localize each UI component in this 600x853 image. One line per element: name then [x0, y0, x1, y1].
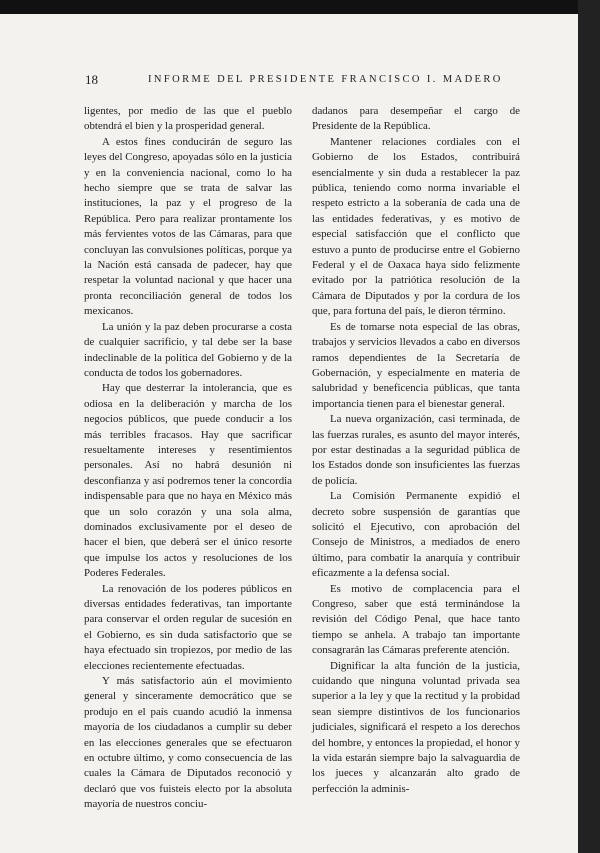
page-header	[0, 72, 578, 92]
paragraph: A estos fines conducirán de seguro las leyes del Congreso, apoyadas sólo en la justicia y en la conveniencia nacional, como lo ha hecho siempre que se trata de salvar las instituciones, la paz y el progreso de la República. Pero para realizar prontamente los más fervientes votos de las Cámaras, para que concluyan las convulsiones políticas, porque ya la Nación está cansada de padecer, hay que respetar la voluntad nacional y que hacer una pronta reconciliación general de todos los mexicanos.	[84, 135, 292, 318]
paragraph: dadanos para desempeñar el cargo de Presidente de la República.	[312, 105, 520, 133]
paragraph: Es de tomarse nota especial de las obras, trabajos y servicios llevados a cabo en diversos ramos dependientes de la Secretaría de Gobernación, y especialmente en materia de salubridad y beneficencia públicas, que tanta importancia tienen para el bienestar general.	[312, 320, 520, 410]
document-page	[0, 14, 578, 853]
paragraph: ligentes, por medio de las que el pueblo obtendrá el bien y la prosperidad general.	[84, 105, 292, 133]
paragraph: La nueva organización, casi terminada, de las fuerzas rurales, es asunto del mayor interés, por estar destinadas a la seguridad pública de los Estados donde son insuficientes las fuerzas de policía.	[312, 413, 520, 487]
paragraph: Y más satisfactorio aún el movimiento general y sinceramente democrático que se produjo en el país cuando acudió la inmensa mayoría de los ciudadanos a cumplir su deber en las elecciones generales que se efectuaron en octubre último, y como consecuencia de las cuales la Cámara de Diputados reconoció y declaró que vos fuisteis electo por la absoluta mayoría de nuestros conciu-	[84, 675, 292, 811]
scan-border-right	[578, 0, 600, 853]
paragraph: La renovación de los poderes públicos en diversas entidades federativas, tan importante para conservar el orden regular de sucesión en el Gobierno, es sin duda satisfactorio que se haya efectuado sin tropiezos, por medio de las elecciones recientemente efectuadas.	[84, 582, 292, 672]
paragraph: Hay que desterrar la intolerancia, que es odiosa en la deliberación y marcha de los negocios públicos, que puede conducir a los más terribles fracasos. Hay que sacrificar resueltamente intereses y resentimientos personales. Así no habrá desunión ni desconfianza y así podremos tener la concordia indispensable para que no haya en México más que un solo corazón y una sola alma, dominados exclusivamente por el deseo de hacer el bien, que deberá ser el único resorte que impulse los actos y resoluciones de los Poderes Federales.	[84, 382, 292, 580]
paragraph: La unión y la paz deben procurarse a costa de cualquier sacrificio, y tal debe ser la base indeclinable de la política del Gobierno y de la conducta de todos los gobernadores.	[84, 320, 292, 379]
paragraph: Mantener relaciones cordiales con el Gobierno de los Estados, contribuirá esencialmente y sin duda a restablecer la paz pública, teniendo como norma invariable el respeto estricto a la soberanía de cada una de las entidades federativas, y es motivo de especial satisfacción que el conflicto que estuvo a punto de producirse entre el Gobierno Federal y el de Oaxaca haya sido felizmente evitado por la patriótica resolución de la Cámara de Diputados y por la cordura de los que, para fortuna del país, le dieron término.	[312, 135, 520, 318]
paragraph: La Comisión Permanente expidió el decreto sobre suspensión de garantías que solicitó el Ejecutivo, con aprobación del Consejo de Ministros, a mediados de enero último, para combatir la anarquía y contribuir eficazmente a la defensa social.	[312, 490, 520, 580]
running-head: INFORME DEL PRESIDENTE FRANCISCO I. MADERO	[148, 74, 503, 85]
paragraph: Es motivo de complacencia para el Congreso, saber que está terminándose la revisión del Código Penal, que hace tanto tiempo se anhela. A trabajo tan importante consagrarán las Cámaras preferente atención.	[312, 582, 520, 657]
left-column	[84, 104, 292, 813]
right-column	[312, 104, 520, 797]
paragraph: Dignificar la alta función de la justicia, cuidando que ninguna voluntad privada sea superior a la ley y que la rectitud y la probidad sean siempre distintivos de los funcionarios judiciales, significará el respeto a los derechos del hombre, y entonces la propiedad, el honor y la vida estarán siempre bajo la salvaguardia de los jueces y alcanzarán alto grado de perfección la adminis-	[312, 659, 520, 795]
page-number: 18	[85, 72, 98, 87]
